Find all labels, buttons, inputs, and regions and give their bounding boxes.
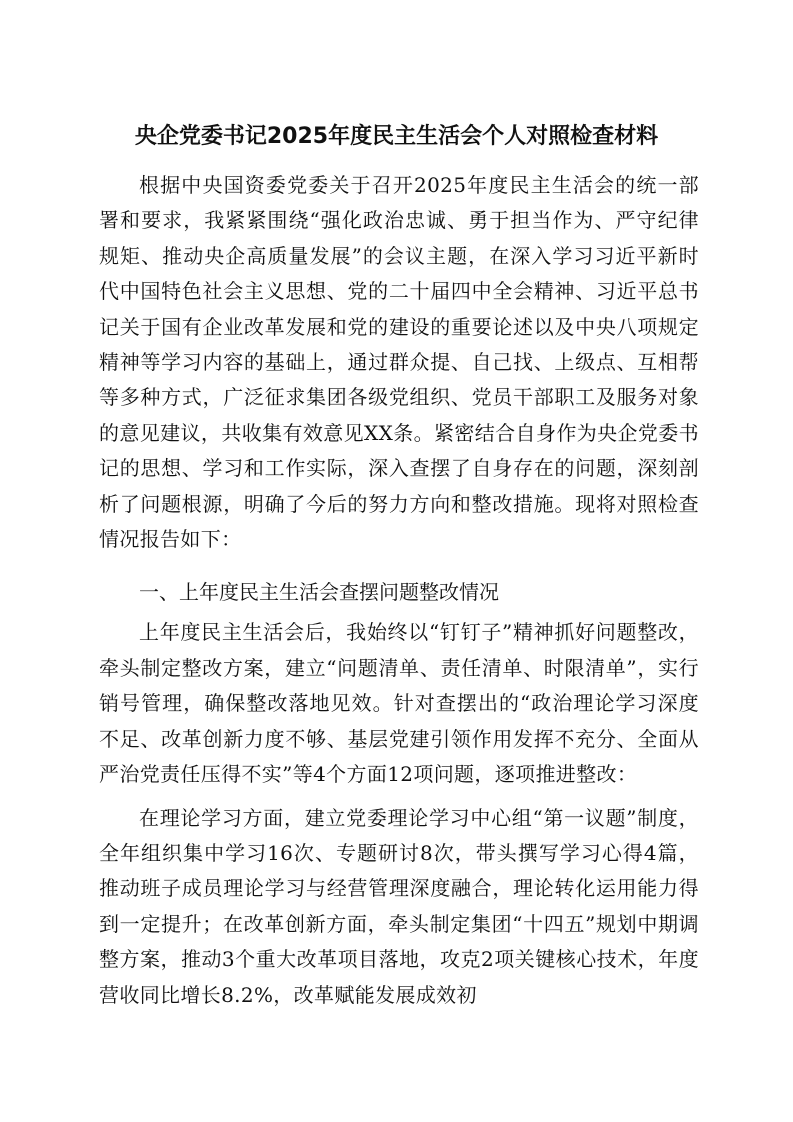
intro-paragraph: 根据中央国资委党委关于召开2025年度民主生活会的统一部署和要求，我紧紧围绕“强化政治忠诚、勇于担当作为、严守纪律规矩、推动央企高质量发展”的会议主题，在深入学习习近平新时代中国特色社会主义思想、党的二十届四中全会精神、习近平总书记关于国有企业改革发展和党的建设的重要论述以及中央八项规定精神等学习内容的基础上，通过群众提、自己找、上级点、互相帮等多种方式，广泛征求集团各级党组织、党员干部职工及服务对象的意见建议，共收集有效意见XX条。紧密结合自身作为央企党委书记的思想、学习和工作实际，深入查摆了自身存在的问题，深刻剖析了问题根源，明确了今后的努力方向和整改措施。现将对照检查情况报告如下： (99, 173, 699, 552)
section1-paragraph-1: 上年度民主生活会后，我始终以“钉钉子”精神抓好问题整改，牵头制定整改方案，建立“问题清单、责任清单、时限清单”，实行销号管理，确保整改落地见效。针对查摆出的“政治理论学习深度不足、改革创新力度不够、基层党建引领作用发挥不充分、全面从严治党责任压得不实”等4个方面12项问题，逐项推进整改： (99, 620, 699, 787)
section1-paragraph-2: 在理论学习方面，建立党委理论学习中心组“第一议题”制度，全年组织集中学习16次、专题研讨8次，带头撰写学习心得4篇，推动班子成员理论学习与经营管理深度融合，理论转化运用能力得到一定提升；在改革创新方面，牵头制定集团“十四五”规划中期调整方案，推动3个重大改革项目落地，攻克2项关键核心技术，年度营收同比增长8.2%，改革赋能发展成效初 (99, 805, 699, 1007)
document-title: 央企党委书记2025年度民主生活会个人对照检查材料 (134, 124, 659, 149)
section-heading-1: 一、上年度民主生活会查摆问题整改情况 (139, 580, 499, 605)
document-body (99, 168, 699, 1013)
